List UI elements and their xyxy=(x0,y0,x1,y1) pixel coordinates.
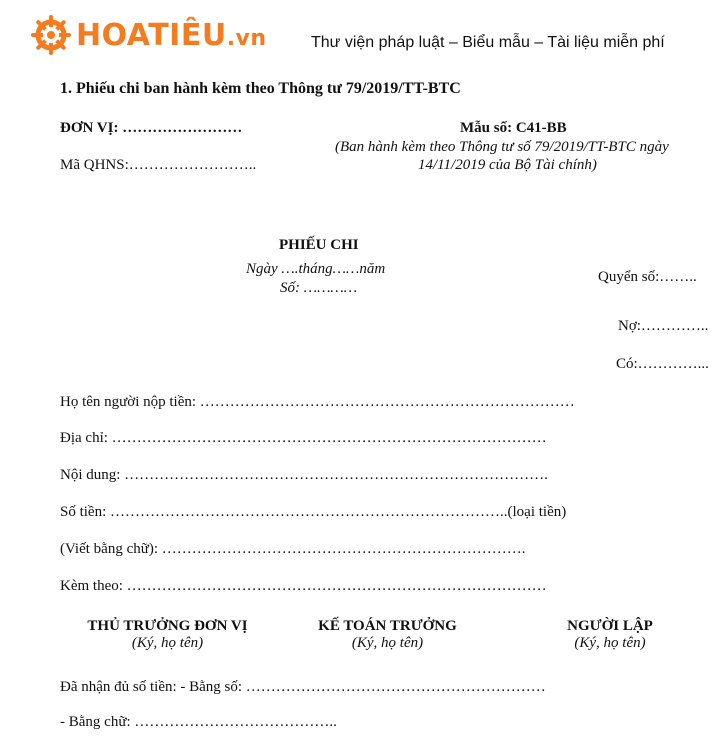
da-nhan-field: Đã nhận đủ số tiền: - Bằng số: …………………………………………………… xyxy=(60,679,546,695)
signature-title: THỦ TRƯỞNG ĐƠN VỊ xyxy=(87,618,248,634)
quyen-so: Quyển số:…….. xyxy=(598,269,697,285)
voucher-title: PHIẾU CHI xyxy=(279,237,359,253)
mau-so: Mẫu số: C41-BB xyxy=(460,120,567,136)
signature-sub: (Ký, họ tên) xyxy=(574,635,646,651)
signature-sub: (Ký, họ tên) xyxy=(131,635,204,651)
logo-text xyxy=(76,18,267,53)
co-account: Có:…………... xyxy=(616,356,709,372)
viet-bang-chu-field: (Viết bằng chữ): ………………………………………………………………. xyxy=(60,541,526,557)
ban-hanh-line-2: 14/11/2019 của Bộ Tài chính) xyxy=(418,157,597,173)
ma-qhns-field: Mã QHNS:…………………….. xyxy=(60,157,257,173)
don-vi-field: ĐƠN VỊ: …………………… xyxy=(60,120,243,136)
signature-title: NGƯỜI LẬP xyxy=(567,618,653,634)
document-heading: 1. Phiếu chi ban hành kèm theo Thông tư 79/2019/TT-BTC xyxy=(60,80,461,97)
ban-hanh-line-1: (Ban hành kèm theo Thông tư số 79/2019/TT-BTC ngày xyxy=(335,139,669,155)
logo[interactable] xyxy=(30,14,267,56)
ho-ten-field: Họ tên người nộp tiền: ………………………………………………………………… xyxy=(60,394,575,410)
dia-chi-field: Địa chỉ: …………………………………………………………………………… xyxy=(60,430,547,446)
signature-block-accountant xyxy=(300,618,475,652)
bang-chu-field: - Bằng chữ: ………………………………….. xyxy=(60,714,337,730)
signature-block-preparer xyxy=(545,618,675,652)
logo-suffix: .vn xyxy=(226,25,267,51)
kem-theo-field: Kèm theo: ………………………………………………………………………… xyxy=(60,578,547,594)
so-tien-field: Số tiền: ……………………………………………………………………..(loại tiền) xyxy=(60,504,567,520)
logo-main: HOATIÊU xyxy=(76,17,227,53)
ship-wheel-icon xyxy=(30,14,72,56)
signature-sub: (Ký, họ tên) xyxy=(351,635,424,651)
signature-block-head xyxy=(70,618,265,652)
signature-title: KẾ TOÁN TRƯỞNG xyxy=(318,618,457,634)
so-line: Số: ………… xyxy=(280,280,358,296)
noi-dung-field: Nội dung: …………………………………………………………………………. xyxy=(60,467,548,483)
site-tagline: Thư viện pháp luật – Biểu mẫu – Tài liệu miễn phí xyxy=(311,34,665,51)
no-account: Nợ:………….. xyxy=(618,318,709,334)
date-line: Ngày ….tháng……năm xyxy=(246,261,386,277)
